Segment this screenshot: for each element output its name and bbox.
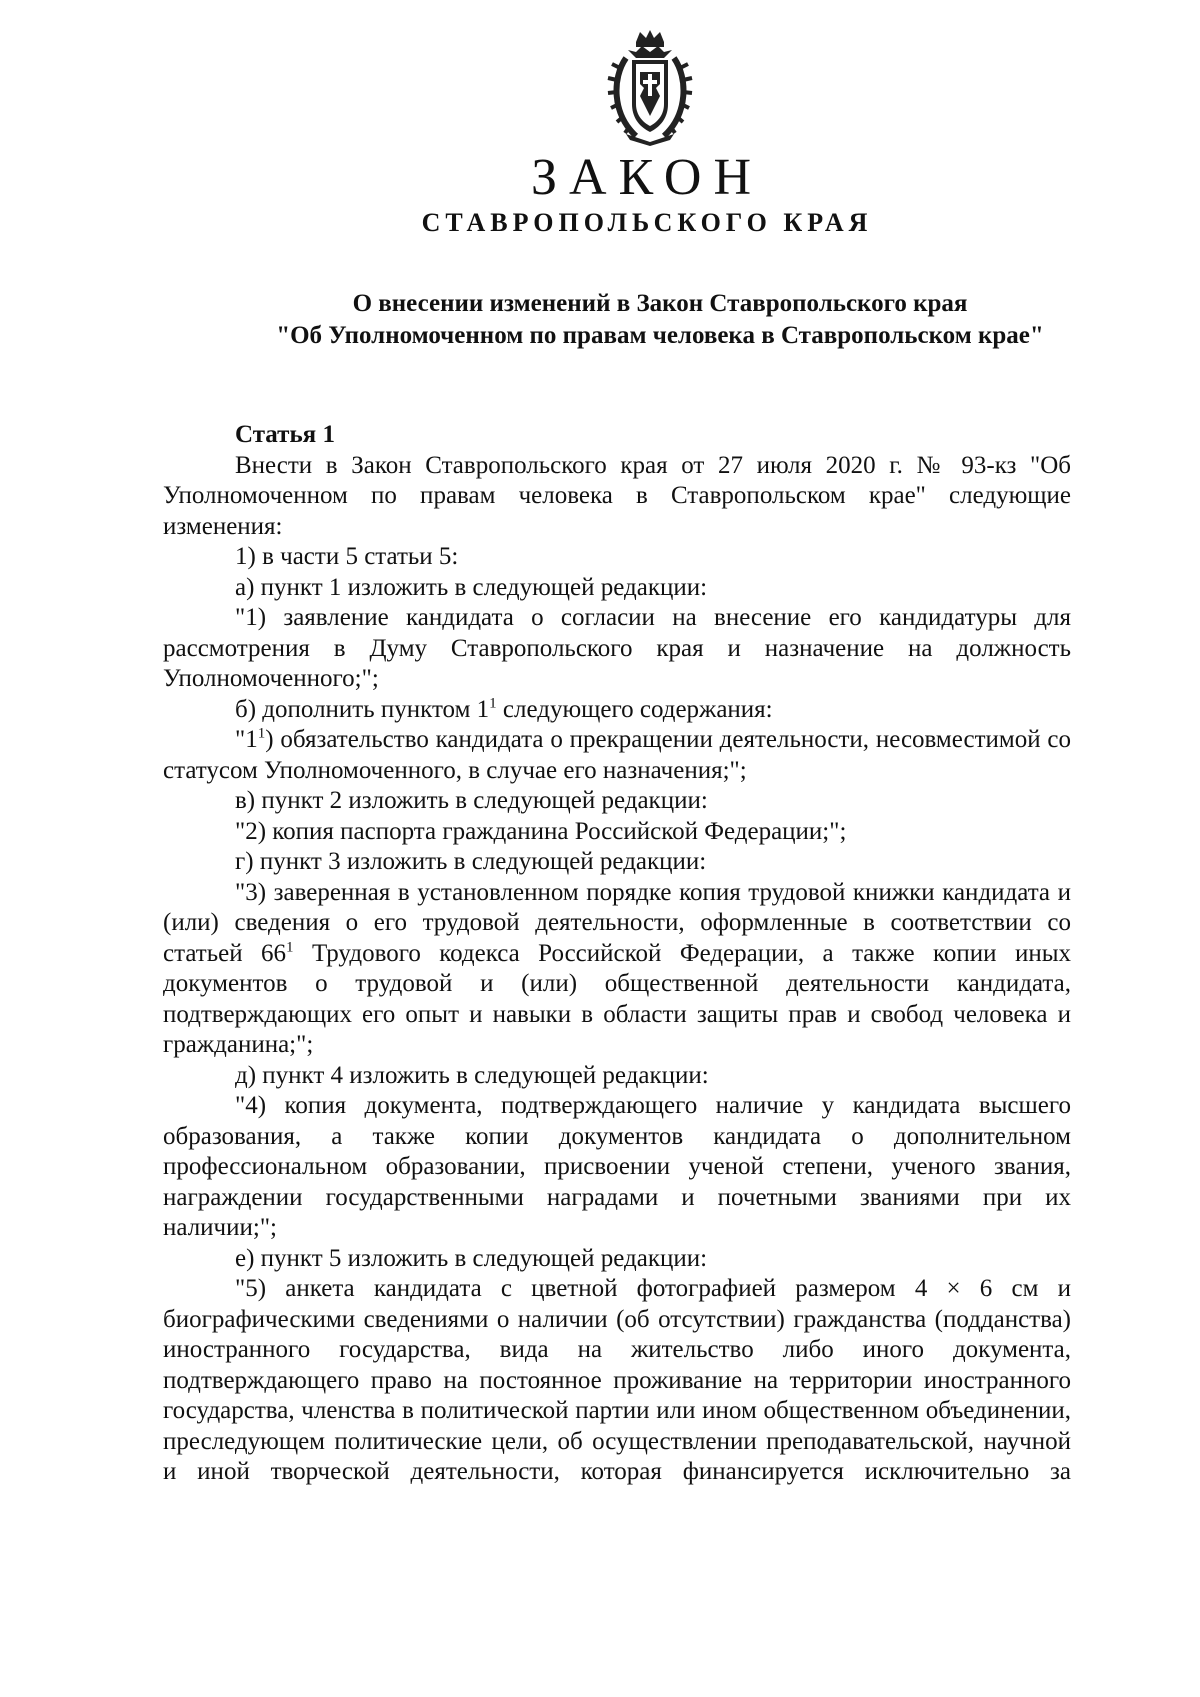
subitem-g-label: г) пункт 3 изложить в следующей редакции: bbox=[235, 848, 707, 875]
subitem-d-label: д) пункт 4 изложить в следующей редакции: bbox=[235, 1061, 709, 1089]
document-title: ЗАКОН bbox=[530, 149, 764, 206]
subitem-b-text-start: "1 bbox=[235, 726, 258, 753]
subitem-g-text-body: Трудового кодекса Российской Федерации, а также копии иных документов о трудовой и (или) общественной деятельности кандидата, подтверждающих его опыт и навыки в области защиты прав и свобод человека и гражданина;"; bbox=[163, 939, 1072, 1058]
law-name-line-1: О внесении изменений в Закон Ставропольского края bbox=[352, 290, 968, 317]
subitem-d-text: "4) копия документа, подтверждающего наличие у кандидата высшего образования, а также копии документов кандидата о дополнительном профессиональном образовании, присвоении ученой степени, ученого звания, награждении государственными наградами и почетными званиями при их наличии;"; bbox=[163, 1092, 1071, 1241]
subitem-e-text: "5) анкета кандидата с цветной фотографией размером 4 × 6 см и биографическими сведениями о наличии (об отсутствии) гражданства (подданства) иностранного государства, вида на жительство либо иного документа, подтверждающего право на постоянное проживание на территории иностранного государства, членства в политической партии или ином общественном объединении, преследующем политические цели, об осуществлении преподавательской, научной и иной творческой деятельности, которая финансируется исключительно за bbox=[163, 1275, 1071, 1485]
document-subtitle: СТАВРОПОЛЬСКОГО КРАЯ bbox=[421, 208, 873, 237]
coat-of-arms-icon bbox=[606, 28, 694, 146]
subitem-v-label: в) пункт 2 изложить в следующей редакции: bbox=[235, 787, 708, 814]
subitem-v-text: "2) копия паспорта гражданина Российской Федерации;"; bbox=[235, 817, 847, 845]
subitem-b-label-text: б) дополнить пунктом 1 bbox=[235, 695, 490, 723]
subitem-g-text-superscript: 1 bbox=[286, 939, 294, 956]
subitem-a-label: а) пункт 1 изложить в следующей редакции: bbox=[235, 573, 708, 601]
law-name bbox=[160, 288, 1160, 352]
subitem-b-label-superscript: 1 bbox=[489, 695, 497, 712]
subitem-b-text-superscript: 1 bbox=[257, 725, 266, 742]
subitem-a-text: "1) заявление кандидата о согласии на внесение его кандидатуры для рассмотрения в Думу Ставропольского края и назначение на должность Уполномоченного;"; bbox=[163, 604, 1071, 692]
item-1: 1) в части 5 статьи 5: bbox=[235, 543, 459, 570]
subitem-g-text-start: "3) заверенная в установленном порядке копия трудовой книжки кандидата и (или) сведения о его трудовой деятельности, оформленные в соответствии со статьей 66 bbox=[163, 878, 1071, 967]
subitem-b-label-tail: следующего содержания: bbox=[496, 695, 773, 723]
subitem-b-text bbox=[163, 725, 1071, 786]
subitem-b-label bbox=[163, 695, 1071, 726]
subitem-b-text-body: ) обязательство кандидата о прекращении деятельности, несовместимой со статусом Уполномоченного, в случае его назначения;"; bbox=[163, 726, 1071, 784]
subitem-g-text bbox=[163, 878, 1071, 1061]
subitem-e-label: е) пункт 5 изложить в следующей редакции: bbox=[235, 1244, 708, 1272]
article-heading: Статья 1 bbox=[235, 421, 335, 448]
article-intro: Внести в Закон Ставропольского края от 27 июля 2020 г. № 93-кз "Об Уполномоченном по правам человека в Ставропольском крае" следующие изменения: bbox=[163, 451, 1071, 540]
article-body bbox=[163, 420, 1071, 1488]
law-name-line-2: "Об Уполномоченном по правам человека в Ставропольском крае" bbox=[276, 322, 1044, 349]
